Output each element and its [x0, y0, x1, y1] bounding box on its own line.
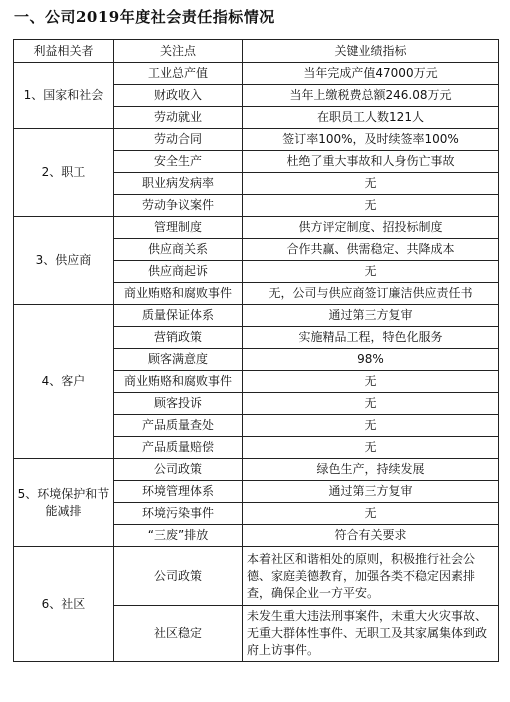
focus-cell: 供应商起诉	[114, 261, 243, 283]
indicator-cell: 供方评定制度、招投标制度	[243, 217, 499, 239]
page-title: 一、公司2019年度社会责任指标情况	[14, 8, 275, 26]
stakeholder-cell: 2、职工	[14, 129, 114, 217]
table-row	[14, 63, 499, 85]
indicator-cell: 无	[243, 437, 499, 459]
indicator-cell: 实施精品工程，特色化服务	[243, 327, 499, 349]
indicator-cell: 符合有关要求	[243, 525, 499, 547]
indicator-cell: 无	[243, 393, 499, 415]
focus-cell: 顾客满意度	[114, 349, 243, 371]
focus-cell: 营销政策	[114, 327, 243, 349]
focus-cell: 顾客投诉	[114, 393, 243, 415]
indicator-cell: 无，公司与供应商签订廉洁供应责任书	[243, 283, 499, 305]
table-row	[14, 547, 499, 606]
focus-cell: 社区稳定	[114, 606, 243, 662]
indicator-cell: 未发生重大违法刑事案件，未重大火灾事故、无重大群体性事件、无职工及其家属集体到政府上访事件。	[243, 606, 499, 662]
focus-cell: 公司政策	[114, 459, 243, 481]
indicator-cell: 无	[243, 195, 499, 217]
focus-cell: 供应商关系	[114, 239, 243, 261]
focus-cell: 财政收入	[114, 85, 243, 107]
table-row	[14, 129, 499, 151]
indicator-cell: 合作共赢、供需稳定、共降成本	[243, 239, 499, 261]
table-header-row	[14, 40, 499, 63]
focus-cell: 环境污染事件	[114, 503, 243, 525]
focus-cell: 产品质量赔偿	[114, 437, 243, 459]
focus-cell: 劳动就业	[114, 107, 243, 129]
stakeholder-cell: 1、国家和社会	[14, 63, 114, 129]
indicator-cell: 无	[243, 371, 499, 393]
csr-indicator-table	[13, 39, 499, 662]
focus-cell: 职业病发病率	[114, 173, 243, 195]
indicator-cell: 通过第三方复审	[243, 481, 499, 503]
focus-cell: 管理制度	[114, 217, 243, 239]
indicator-cell: 通过第三方复审	[243, 305, 499, 327]
stakeholder-cell: 4、客户	[14, 305, 114, 459]
focus-cell: 劳动争议案件	[114, 195, 243, 217]
focus-cell: 产品质量查处	[114, 415, 243, 437]
table-row	[14, 217, 499, 239]
indicator-cell: 无	[243, 261, 499, 283]
header-stakeholder: 利益相关者	[14, 40, 114, 63]
header-focus: 关注点	[114, 40, 243, 63]
indicator-cell: 在职员工人数121人	[243, 107, 499, 129]
indicator-cell: 当年完成产值47000万元	[243, 63, 499, 85]
indicator-cell: 本着社区和谐相处的原则，积极推行社会公德、家庭美德教育，加强各类不稳定因素排查，确保企业一方平安。	[243, 547, 499, 606]
stakeholder-cell: 6、社区	[14, 547, 114, 662]
focus-cell: 劳动合同	[114, 129, 243, 151]
indicator-cell: 当年上缴税费总额246.08万元	[243, 85, 499, 107]
indicator-cell: 杜绝了重大事故和人身伤亡事故	[243, 151, 499, 173]
stakeholder-cell: 5、环境保护和节能减排	[14, 459, 114, 547]
header-indicator: 关键业绩指标	[243, 40, 499, 63]
indicator-cell: 98%	[243, 349, 499, 371]
focus-cell: 工业总产值	[114, 63, 243, 85]
focus-cell: 商业贿赂和腐败事件	[114, 283, 243, 305]
focus-cell: 公司政策	[114, 547, 243, 606]
stakeholder-cell: 3、供应商	[14, 217, 114, 305]
focus-cell: 质量保证体系	[114, 305, 243, 327]
focus-cell: 商业贿赂和腐败事件	[114, 371, 243, 393]
table-row	[14, 459, 499, 481]
indicator-cell: 绿色生产，持续发展	[243, 459, 499, 481]
focus-cell: 环境管理体系	[114, 481, 243, 503]
focus-cell: 安全生产	[114, 151, 243, 173]
indicator-cell: 签订率100%，及时续签率100%	[243, 129, 499, 151]
table-row	[14, 305, 499, 327]
indicator-cell: 无	[243, 503, 499, 525]
focus-cell: “三废”排放	[114, 525, 243, 547]
indicator-cell: 无	[243, 415, 499, 437]
indicator-cell: 无	[243, 173, 499, 195]
